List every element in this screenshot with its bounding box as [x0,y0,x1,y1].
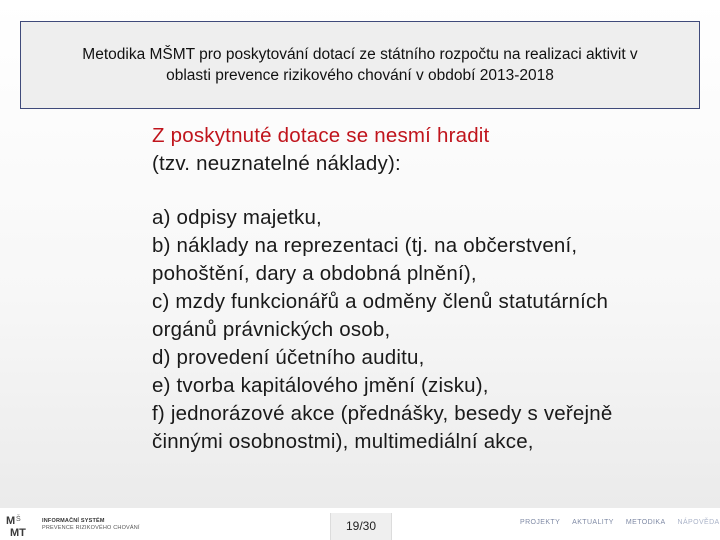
list-item: e) tvorba kapitálového jmění (zisku), [152,374,489,397]
slide-title-line-1: Metodika MŠMT pro poskytování dotací ze státního rozpočtu na realizaci aktivit v [82,46,638,63]
nav-link-projekty[interactable]: PROJEKTY [520,519,561,526]
logo-caption-line-2: PREVENCE RIZIKOVÉHO CHOVÁNÍ [42,525,140,531]
list-item: činnými osobnostmi), multimediální akce, [152,430,534,453]
list-item: orgánů právnických osob, [152,318,391,341]
msmt-logo-icon [6,513,36,537]
svg-text:Š: Š [16,516,21,523]
svg-text:M: M [6,515,16,527]
slide-content [152,122,712,456]
nav-link-metodika[interactable]: METODIKA [625,519,666,526]
nav-link-napoveda[interactable]: NÁPOVĚDA [677,519,720,526]
page-number: 19/30 [330,513,392,540]
footer-nav [520,519,720,526]
svg-text:MT: MT [10,527,26,537]
spacer [152,178,712,204]
msmt-logo[interactable] [6,513,146,537]
slide-title [30,44,690,86]
footer-bar [0,508,720,540]
heading-line-2: (tzv. neuznatelné náklady): [152,152,401,175]
nav-link-aktuality[interactable]: AKTUALITY [572,519,614,526]
list-item: a) odpisy majetku, [152,206,322,229]
heading-line-1: Z poskytnuté dotace se nesmí hradit [152,124,490,147]
slide-title-line-2: oblasti prevence rizikového chování v období 2013-2018 [166,67,554,84]
list-item: b) náklady na reprezentaci (tj. na občerstvení, [152,234,578,257]
logo-caption-line-1: INFORMAČNÍ SYSTÉM [42,518,105,524]
list-item: d) provedení účetního auditu, [152,346,425,369]
list-item: pohoštění, dary a obdobná plnění), [152,262,477,285]
list-item: c) mzdy funkcionářů a odměny členů statutárních [152,290,609,313]
list-item: f) jednorázové akce (přednášky, besedy s veřejně [152,402,613,425]
logo-caption [42,518,140,532]
title-box [20,21,700,109]
